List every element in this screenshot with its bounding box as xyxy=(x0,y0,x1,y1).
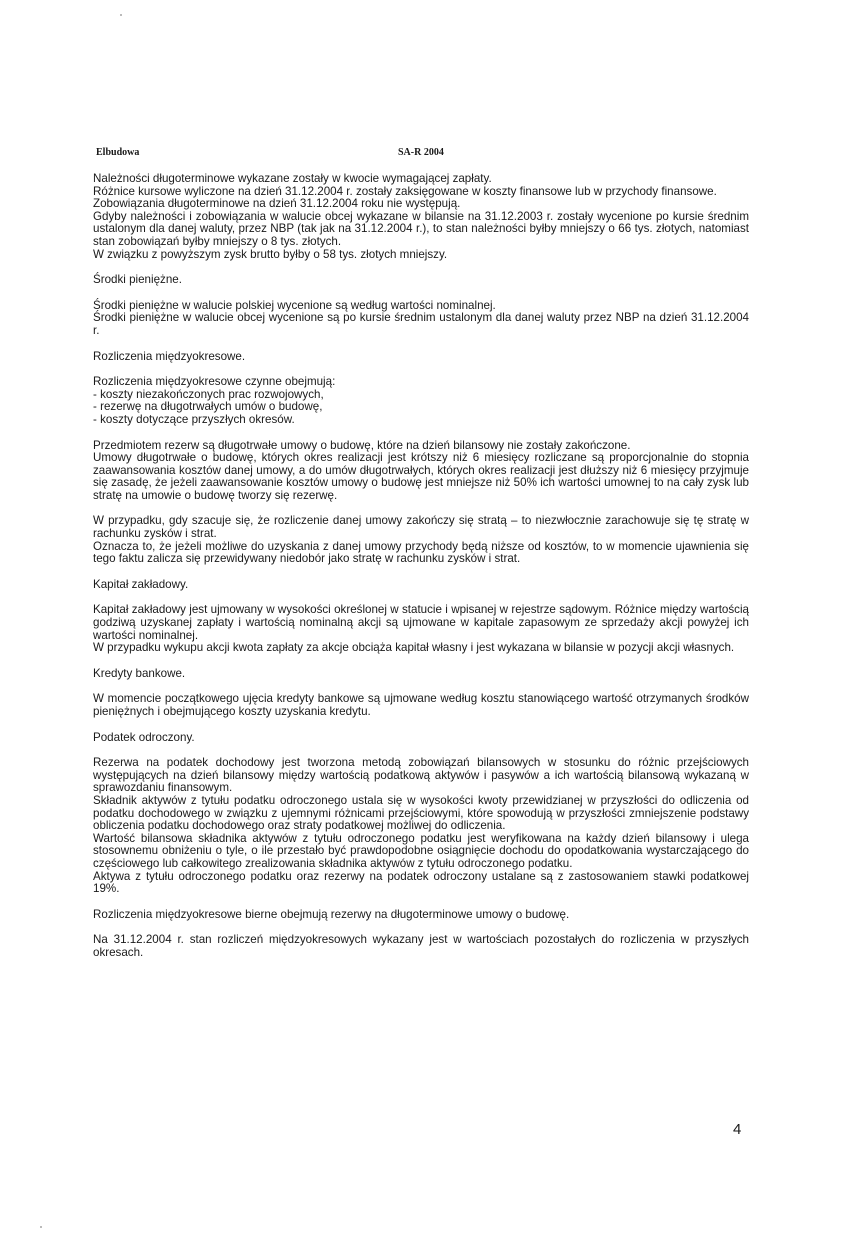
paragraph: - koszty niezakończonych prac rozwojowych, xyxy=(93,387,324,401)
paragraph: Umowy długotrwałe o budowę, których okres realizacji jest krótszy niż 6 miesięcy rozliczane są proporcjonalnie do stopnia zaawansowania kosztów danej umowy, a do umów długotrwałych, których okres realizacji jest dłuższy niż 6 miesięcy przyjmuje się zasadę, że jeżeli zaawansowanie kosztów umowy o budowę jest mniejsze niż 50% ich wartości umownej to na cały zysk lub stratę na umowie o budowę tworzy się rezerwę. xyxy=(93,451,749,502)
paragraph: Przedmiotem rezerw są długotrwałe umowy o budowę, które na dzień bilansowy nie zostały zakończone. xyxy=(93,438,631,452)
page-number: 4 xyxy=(733,1121,742,1138)
section-heading: Podatek odroczony. xyxy=(93,730,195,744)
paragraph: Należności długoterminowe wykazane zostały w kwocie wymagającej zapłaty. xyxy=(93,172,492,185)
header-company: Elbudowa xyxy=(96,147,140,158)
paragraph-gap xyxy=(93,719,749,732)
section-heading: Kredyty bankowe. xyxy=(93,666,186,680)
paragraph: Środki pieniężne w walucie obcej wycenione są po kursie średnim ustalonym dla danej waluty przez NBP na dzień 31.12.2004 r. xyxy=(93,311,749,337)
paragraph-gap xyxy=(93,566,749,579)
paragraph: Rozliczenia międzyokresowe czynne obejmują: xyxy=(93,375,336,389)
paragraph: Na 31.12.2004 r. stan rozliczeń międzyokresowych wykazany jest w wartościach pozostałych do rozliczenia w przyszłych okresach. xyxy=(93,933,749,959)
paragraph-gap xyxy=(93,287,749,300)
paragraph: Składnik aktywów z tytułu podatku odroczonego ustala się w wysokości kwoty przewidzianej w przyszłości do odliczenia od podatku dochodowego w związku z ujemnymi różnicami przejściowymi, które spowodują w przyszłości zmniejszenie podstawy obliczenia podatku dochodowego oraz straty podatkowej możliwej do odliczenia. xyxy=(93,793,749,833)
paragraph: Rozliczenia międzyokresowe bierne obejmują rezerwy na długoterminowe umowy o budowę. xyxy=(93,907,570,921)
paragraph-gap xyxy=(93,338,749,351)
paragraph: Wartość bilansowa składnika aktywów z tytułu odroczonego podatku jest weryfikowana na każdy dzień bilansowy i ulega stosownemu obniżeniu o tyle, o ile przestało być prawdopodobne osiągnięcie dochodu do opodatkowania wystarczającego do częściowego lub całkowitego zrealizowania składnika aktywów z tytułu odroczonego podatku. xyxy=(93,831,749,870)
paragraph: - koszty dotyczące przyszłych okresów. xyxy=(93,412,295,426)
section-heading: Kapitał zakładowy. xyxy=(93,577,189,591)
paragraph-gap xyxy=(93,896,749,909)
paragraph-gap xyxy=(93,261,749,274)
paragraph: Rezerwa na podatek dochodowy jest tworzona metodą zobowiązań bilansowych w stosunku do różnic przejściowych występujących na dzień bilansowy między wartością podatkową aktywów i pasywów a ich wartością bilansową wykazaną w sprawozdaniu finansowym. xyxy=(93,756,749,795)
header-report: SA-R 2004 xyxy=(398,147,444,158)
paragraph: Gdyby należności i zobowiązania w walucie obcej wykazane w bilansie na 31.12.2003 r. zostały wycenione po kursie średnim ustalonym dla danej waluty, przez NBP (tak jak na 31.12.2004 r.), to stan należności byłby mniejszy o 66 tys. złotych, natomiast stan zobowiązań byłby mniejszy o 8 tys. złotych. xyxy=(93,209,749,248)
paragraph-gap xyxy=(93,427,749,440)
scan-speck xyxy=(40,1226,42,1228)
scan-speck xyxy=(120,14,122,16)
paragraph: Kapitał zakładowy jest ujmowany w wysokości określonej w statucie i wpisanej w rejestrze sądowym. Różnice między wartością godziwą uzyskanej zapłaty i wartością nominalną akcji są ujmowane w kapitale zapasowym ze sprzedaży akcji powyżej ich wartości nominalnej. xyxy=(93,603,749,642)
paragraph: W przypadku, gdy szacuje się, że rozliczenie danej umowy zakończy się stratą – to niezwłocznie zarachowuje się tę stratę w rachunku zysków i strat. xyxy=(93,514,749,541)
paragraph: Różnice kursowe wyliczone na dzień 31.12.2004 r. zostały zaksięgowane w koszty finansowe lub w przychody finansowe. xyxy=(93,184,717,198)
section-heading: Środki pieniężne. xyxy=(93,273,182,287)
paragraph: Oznacza to, że jeżeli możliwe do uzyskania z danej umowy przychody będą niższe od kosztów, to w momencie ujawnienia się tego faktu zalicza się przewidywany niedobór jako stratę w rachunku zysków i strat. xyxy=(93,539,749,566)
paragraph: W momencie początkowego ujęcia kredyty bankowe są ujmowane według kosztu stanowiącego wartość otrzymanych środków pieniężnych i obejmującego koszty uzyskania kredytu. xyxy=(93,692,749,718)
paragraph: Środki pieniężne w walucie polskiej wycenione są według wartości nominalnej. xyxy=(93,298,496,312)
paragraph: - rezerwę na długotrwałych umów o budowę, xyxy=(93,400,323,414)
document-body xyxy=(93,173,749,960)
paragraph-gap xyxy=(93,655,749,668)
paragraph: Zobowiązania długoterminowe na dzień 31.12.2004 roku nie występują. xyxy=(93,197,461,211)
section-heading: Rozliczenia międzyokresowe. xyxy=(93,349,246,363)
paragraph: Aktywa z tytułu odroczonego podatku oraz rezerwy na podatek odroczony ustalane są z zastosowaniem stawki podatkowej 19%. xyxy=(93,869,749,896)
paragraph: W przypadku wykupu akcji kwota zapłaty za akcje obciąża kapitał własny i jest wykazana w bilansie w pozycji akcji własnych. xyxy=(93,641,735,655)
paragraph: W związku z powyższym zysk brutto byłby o 58 tys. złotych mniejszy. xyxy=(93,247,448,261)
